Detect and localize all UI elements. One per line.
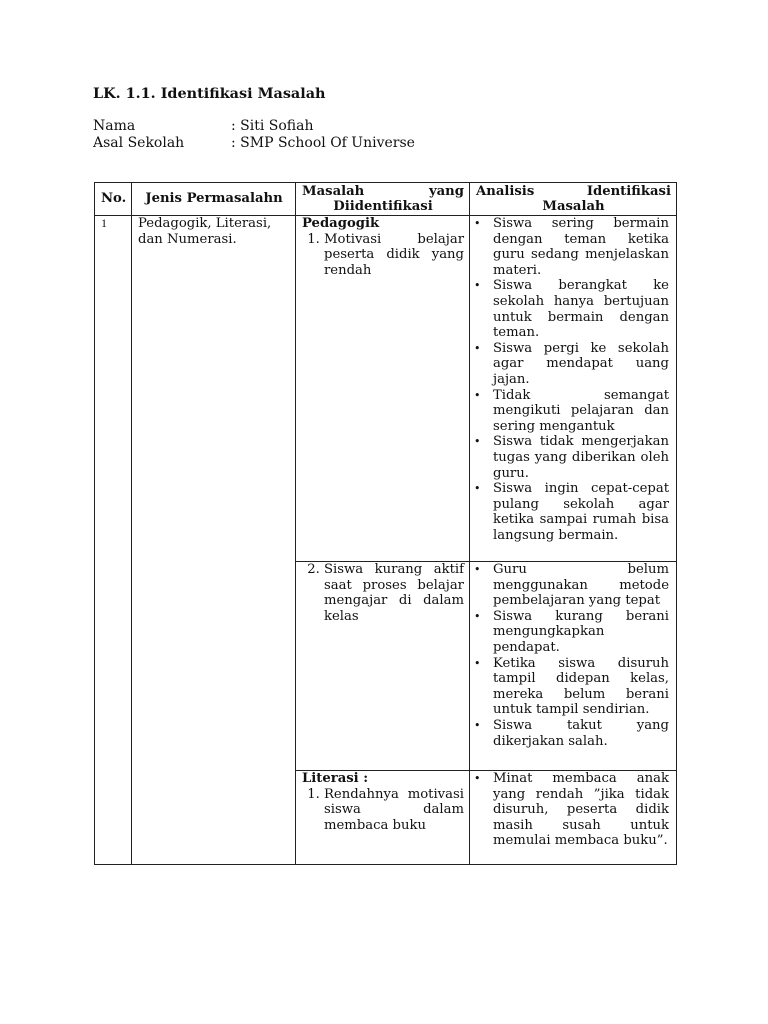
field-nama	[93, 119, 415, 136]
problem-item: 2. Siswa kurang aktif saat proses belajar mengajar di dalam kelas	[324, 562, 464, 624]
analysis-item: • Minat membaca anak yang rendah ”jika tidak disuruh, peserta didik masih susah untuk memulai membaca buku”.	[493, 771, 669, 849]
masalah-cell	[296, 216, 470, 562]
analysis-cell	[470, 216, 677, 562]
field-label: Asal Sekolah	[93, 135, 185, 151]
table-row	[95, 216, 677, 562]
analysis-list	[474, 562, 669, 749]
row-number: 1	[95, 216, 132, 865]
analysis-item: • Guru belum menggunakan metode pembelajaran yang tepat	[493, 562, 669, 609]
analysis-item: • Tidak semangat mengikuti pelajaran dan sering mengantuk	[493, 388, 669, 435]
analysis-item: • Siswa kurang berani mengungkapkan pendapat.	[493, 609, 669, 656]
header-no: No.	[95, 183, 132, 216]
analysis-item: • Ketika siswa disuruh tampil didepan kelas, mereka belum berani untuk tampil sendirian.	[493, 656, 669, 718]
analysis-item: • Siswa berangkat ke sekolah hanya bertujuan untuk bermain dengan teman.	[493, 278, 669, 340]
problem-item: 1. Motivasi belajar peserta didik yang rendah	[324, 232, 464, 279]
field-value: : SMP School Of Universe	[231, 135, 415, 151]
section-label: Literasi :	[302, 771, 369, 786]
header-masalah-line1: Masalah yang	[302, 184, 464, 199]
analysis-item: • Siswa pergi ke sekolah agar mendapat uang jajan.	[493, 341, 669, 388]
analysis-item: • Siswa tidak mengerjakan tugas yang diberikan oleh guru.	[493, 434, 669, 481]
field-asal-sekolah	[93, 136, 415, 153]
problem-item: 1. Rendahnya motivasi siswa dalam membaca buku	[324, 787, 464, 834]
document-title: LK. 1.1. Identifikasi Masalah	[93, 85, 326, 102]
analysis-cell	[470, 562, 677, 771]
header-masalah	[296, 183, 470, 216]
analysis-list	[474, 771, 669, 849]
analysis-cell	[470, 771, 677, 865]
header-masalah-line2: Diidentifikasi	[333, 199, 433, 214]
analysis-list	[474, 216, 669, 543]
field-label: Nama	[93, 118, 136, 134]
analysis-item: • Siswa sering bermain dengan teman ketika guru sedang menjelaskan materi.	[493, 216, 669, 278]
masalah-cell	[296, 771, 470, 865]
identity-block	[93, 119, 415, 153]
header-jenis: Jenis Permasalahn	[132, 183, 296, 216]
header-analisis-line1: Analisis Identifikasi	[476, 184, 671, 199]
problem-list	[302, 562, 464, 624]
row-jenis: Pedagogik, Literasi, dan Numerasi.	[132, 216, 296, 865]
analysis-item: • Siswa takut yang dikerjakan salah.	[493, 718, 669, 749]
header-analisis	[470, 183, 677, 216]
section-label: Pedagogik	[302, 216, 380, 231]
masalah-cell	[296, 562, 470, 771]
field-value: : Siti Sofiah	[231, 118, 314, 134]
analysis-item: • Siswa ingin cepat-cepat pulang sekolah agar ketika sampai rumah bisa langsung bermain.	[493, 481, 669, 543]
problem-list	[302, 232, 464, 279]
problem-list	[302, 787, 464, 834]
problem-table	[94, 182, 677, 865]
table-header-row	[95, 183, 677, 216]
header-analisis-line2: Masalah	[542, 199, 605, 214]
